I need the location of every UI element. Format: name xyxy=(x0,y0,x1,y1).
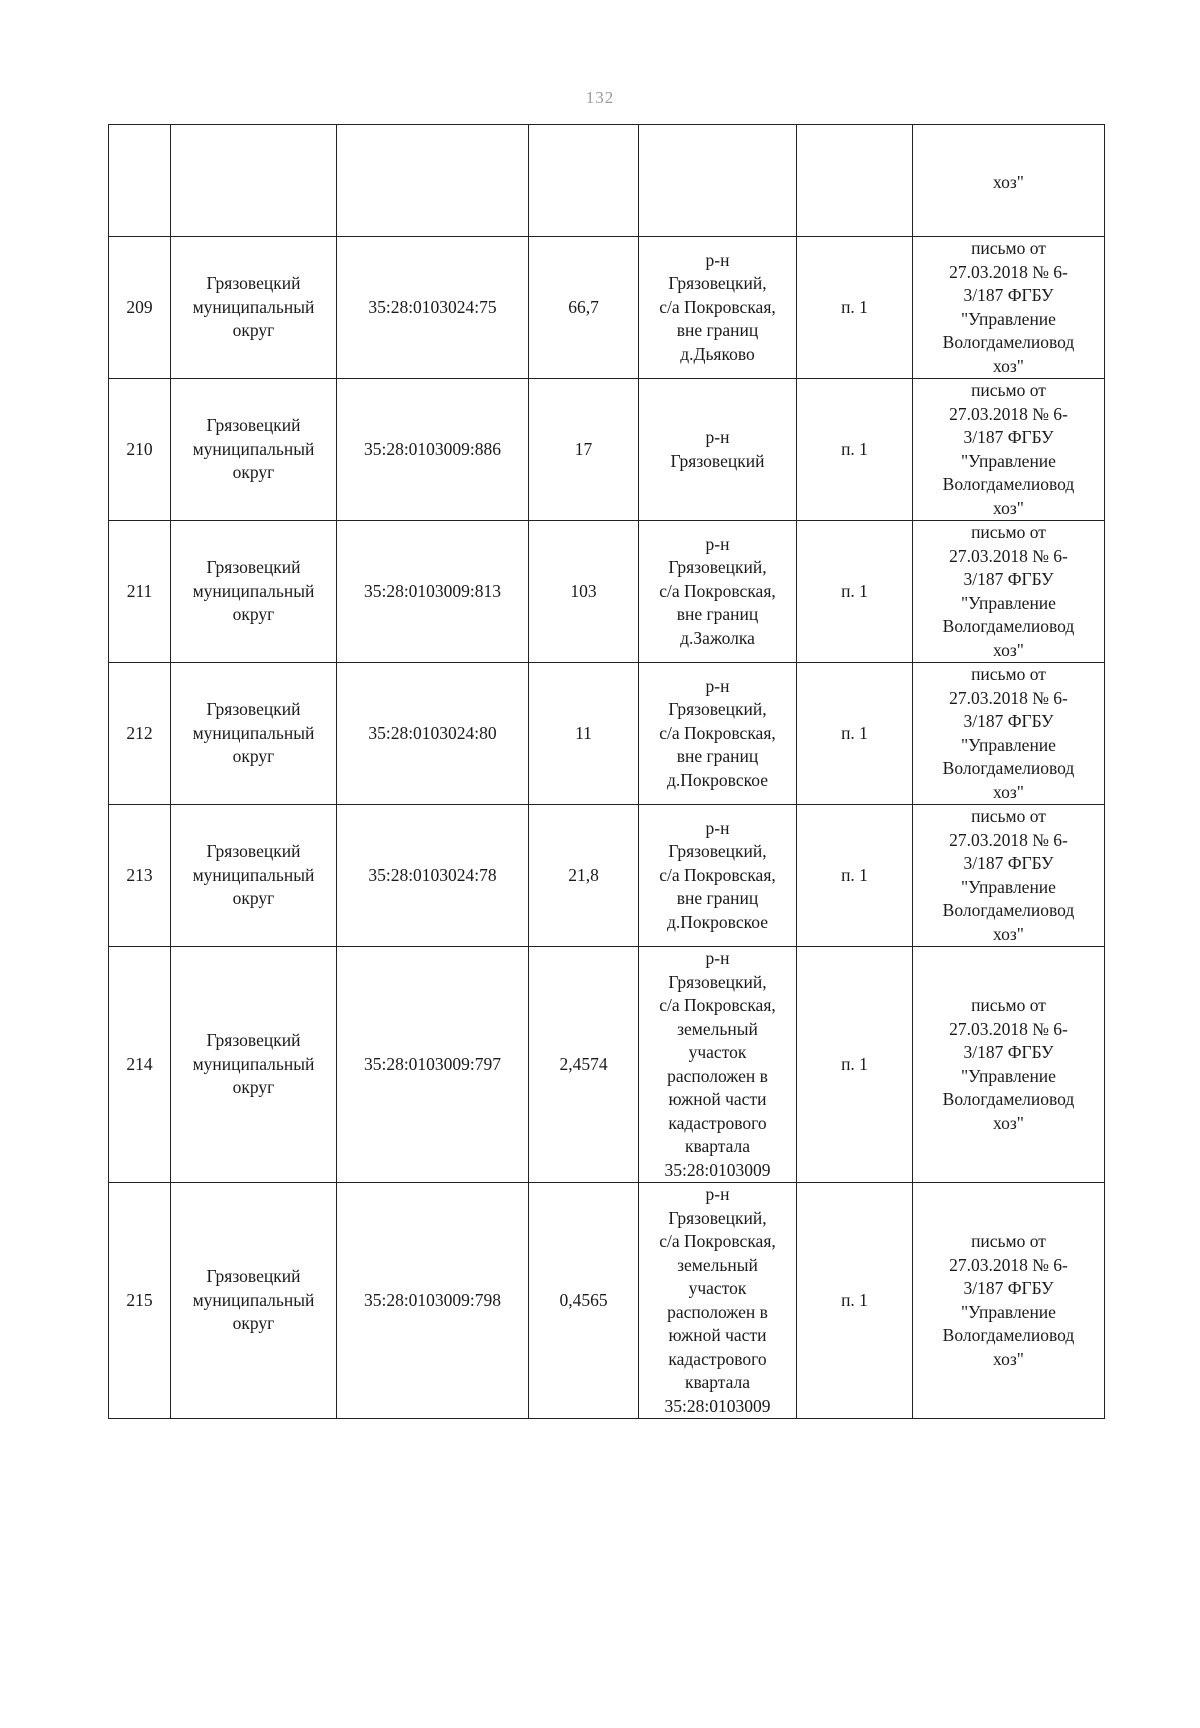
cell-basis xyxy=(913,125,1105,237)
cell-municipality xyxy=(171,947,337,1183)
cell-num xyxy=(109,125,171,237)
cell-area-text: 2,4574 xyxy=(559,1053,608,1074)
cell-address xyxy=(639,125,797,237)
cell-cadastral xyxy=(337,379,529,521)
cell-area-text: 103 xyxy=(570,580,597,601)
cell-address xyxy=(639,237,797,379)
cell-address-text: р-н Грязовецкий, с/а Покровская, вне границ д.Зажолка xyxy=(659,533,776,648)
cell-municipality xyxy=(171,521,337,663)
cell-address-text: р-н Грязовецкий, с/а Покровская, вне границ д.Покровское xyxy=(659,817,776,932)
cell-num xyxy=(109,947,171,1183)
cell-clause xyxy=(797,805,913,947)
cell-basis xyxy=(913,1183,1105,1419)
table-row xyxy=(109,237,1105,379)
cell-municipality xyxy=(171,805,337,947)
cell-num-text: 212 xyxy=(126,722,153,743)
cell-cadastral xyxy=(337,947,529,1183)
cell-address-text: р-н Грязовецкий xyxy=(670,427,765,471)
cell-basis-text: письмо от 27.03.2018 № 6- 3/187 ФГБУ "Управление Вологдамелиовод хоз" xyxy=(942,522,1075,660)
cell-cadastral xyxy=(337,663,529,805)
cell-cadastral-text: 35:28:0103024:80 xyxy=(368,722,497,743)
cell-area-text: 0,4565 xyxy=(559,1289,608,1310)
cell-address-text: р-н Грязовецкий, с/а Покровская, земельный участок расположен в южной части кадастрового квартала 35:28:0103009 xyxy=(659,1184,776,1416)
cell-cadastral xyxy=(337,521,529,663)
table-row xyxy=(109,663,1105,805)
cell-basis xyxy=(913,947,1105,1183)
cell-address-text: р-н Грязовецкий, с/а Покровская, вне границ д.Покровское xyxy=(659,675,776,790)
page-number: 132 xyxy=(585,88,615,107)
cell-area-text: 17 xyxy=(574,438,593,459)
cell-clause xyxy=(797,379,913,521)
cell-num-text: 214 xyxy=(126,1053,153,1074)
cell-cadastral xyxy=(337,125,529,237)
table-row xyxy=(109,805,1105,947)
cell-clause xyxy=(797,1183,913,1419)
cell-cadastral xyxy=(337,237,529,379)
cell-area-text: 21,8 xyxy=(568,864,599,885)
cell-num-text: 209 xyxy=(126,296,153,317)
cell-area-text: 66,7 xyxy=(568,296,599,317)
cell-area-text: 11 xyxy=(575,722,592,743)
cell-address xyxy=(639,521,797,663)
cell-municipality xyxy=(171,663,337,805)
cell-num-text: 213 xyxy=(126,864,153,885)
cell-num xyxy=(109,379,171,521)
cell-cadastral-text: 35:28:0103009:798 xyxy=(363,1289,502,1310)
table-row xyxy=(109,1183,1105,1419)
cell-municipality-text: Грязовецкий муниципальный округ xyxy=(192,1030,315,1098)
cell-address xyxy=(639,805,797,947)
cell-municipality-text: Грязовецкий муниципальный округ xyxy=(192,1266,315,1334)
cell-cadastral xyxy=(337,805,529,947)
cell-num-text: 211 xyxy=(126,580,153,601)
cell-municipality xyxy=(171,379,337,521)
cell-area xyxy=(529,237,639,379)
cell-clause-text: п. 1 xyxy=(841,580,868,601)
cell-num xyxy=(109,805,171,947)
cell-basis-text: письмо от 27.03.2018 № 6- 3/187 ФГБУ "Управление Вологдамелиовод хоз" xyxy=(942,1231,1075,1369)
continuation-row xyxy=(109,125,1105,237)
cell-clause-text: п. 1 xyxy=(841,296,868,317)
cell-basis xyxy=(913,805,1105,947)
cell-municipality-text: Грязовецкий муниципальный округ xyxy=(192,699,315,767)
cell-municipality-text: Грязовецкий муниципальный округ xyxy=(192,841,315,909)
cell-basis-text: письмо от 27.03.2018 № 6- 3/187 ФГБУ "Управление Вологдамелиовод хоз" xyxy=(942,664,1075,802)
land-plots-table xyxy=(108,124,1105,1419)
cell-cadastral-text: 35:28:0103009:813 xyxy=(363,580,502,601)
cell-cadastral xyxy=(337,1183,529,1419)
cell-area xyxy=(529,805,639,947)
cell-clause xyxy=(797,521,913,663)
cell-municipality-text: Грязовецкий муниципальный округ xyxy=(192,273,315,341)
table-row xyxy=(109,521,1105,663)
cell-basis xyxy=(913,237,1105,379)
cell-area xyxy=(529,379,639,521)
cell-municipality xyxy=(171,1183,337,1419)
cell-municipality xyxy=(171,237,337,379)
table-row xyxy=(109,947,1105,1183)
cell-cadastral-text: 35:28:0103024:78 xyxy=(368,864,497,885)
cell-basis-text: письмо от 27.03.2018 № 6- 3/187 ФГБУ "Управление Вологдамелиовод хоз" xyxy=(942,380,1075,518)
cell-area xyxy=(529,125,639,237)
cell-area xyxy=(529,947,639,1183)
table-row xyxy=(109,379,1105,521)
cell-municipality xyxy=(171,125,337,237)
cell-clause-text: п. 1 xyxy=(841,722,868,743)
cell-area xyxy=(529,521,639,663)
cell-municipality-text: Грязовецкий муниципальный округ xyxy=(192,557,315,625)
cell-basis xyxy=(913,521,1105,663)
cell-address xyxy=(639,947,797,1183)
cell-cadastral-text: 35:28:0103009:886 xyxy=(363,438,502,459)
cell-address-text: р-н Грязовецкий, с/а Покровская, вне границ д.Дьяково xyxy=(659,249,776,364)
cell-address xyxy=(639,1183,797,1419)
cell-address xyxy=(639,663,797,805)
basis-text: хоз" xyxy=(993,171,1024,192)
cell-address-text: р-н Грязовецкий, с/а Покровская, земельный участок расположен в южной части кадастрового квартала 35:28:0103009 xyxy=(659,948,776,1180)
cell-clause xyxy=(797,237,913,379)
cell-cadastral-text: 35:28:0103009:797 xyxy=(363,1053,502,1074)
cell-address xyxy=(639,379,797,521)
cell-clause-text: п. 1 xyxy=(841,1053,868,1074)
cell-num-text: 215 xyxy=(126,1289,153,1310)
cell-basis xyxy=(913,663,1105,805)
cell-num xyxy=(109,237,171,379)
cell-clause-text: п. 1 xyxy=(841,438,868,459)
cell-clause-text: п. 1 xyxy=(841,864,868,885)
cell-area xyxy=(529,663,639,805)
cell-num-text: 210 xyxy=(126,438,153,459)
cell-num xyxy=(109,521,171,663)
cell-num xyxy=(109,663,171,805)
cell-basis-text: письмо от 27.03.2018 № 6- 3/187 ФГБУ "Управление Вологдамелиовод хоз" xyxy=(942,806,1075,944)
cell-cadastral-text: 35:28:0103024:75 xyxy=(368,296,497,317)
cell-area xyxy=(529,1183,639,1419)
cell-clause xyxy=(797,663,913,805)
cell-clause xyxy=(797,947,913,1183)
cell-clause xyxy=(797,125,913,237)
cell-municipality-text: Грязовецкий муниципальный округ xyxy=(192,415,315,483)
cell-clause-text: п. 1 xyxy=(841,1289,868,1310)
cell-num xyxy=(109,1183,171,1419)
cell-basis-text: письмо от 27.03.2018 № 6- 3/187 ФГБУ "Управление Вологдамелиовод хоз" xyxy=(942,995,1075,1133)
cell-basis-text: письмо от 27.03.2018 № 6- 3/187 ФГБУ "Управление Вологдамелиовод хоз" xyxy=(942,238,1075,376)
cell-basis xyxy=(913,379,1105,521)
